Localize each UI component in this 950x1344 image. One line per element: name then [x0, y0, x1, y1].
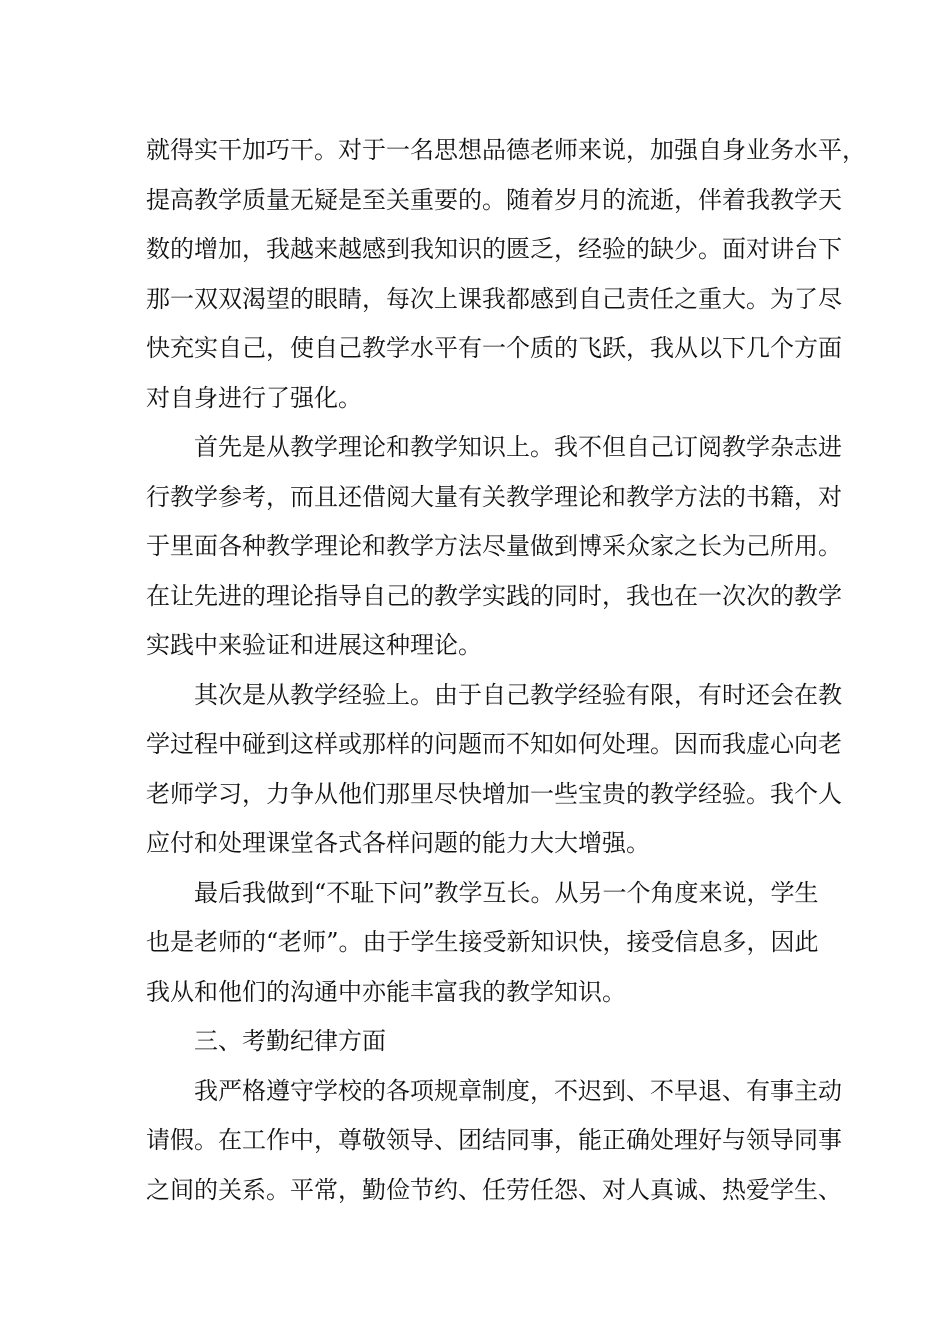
text-line: 就得实干加巧干。对于一名思想品德老师来说，加强自身业务水平， — [146, 136, 866, 164]
text-line: 请假。在工作中，尊敬领导、团结同事，能正确处理好与领导同事 — [146, 1126, 842, 1154]
text-line: 最后我做到“不耻下问”教学互长。从另一个角度来说，学生 — [194, 878, 819, 907]
text-line: 行教学参考，而且还借阅大量有关教学理论和教学方法的书籍，对 — [146, 482, 842, 511]
text-line: 首先是从教学理论和教学知识上。我不但自己订阅教学杂志进 — [194, 433, 842, 461]
text-line: 那一双双渴望的眼睛，每次上课我都感到自己责任之重大。为了尽 — [146, 284, 842, 313]
section-heading: 三、考勤纪律方面 — [194, 1027, 386, 1055]
text-line: 也是老师的“老师”。由于学生接受新知识快，接受信息多，因此 — [146, 928, 819, 956]
text-line: 其次是从教学经验上。由于自己教学经验有限，有时还会在教 — [194, 680, 842, 709]
paragraph — [146, 869, 819, 1018]
text-line: 实践中来验证和进展这种理论。 — [146, 631, 482, 659]
text-line: 提高教学质量无疑是至关重要的。随着岁月的流逝，伴着我教学天 — [146, 185, 842, 214]
text-line: 之间的关系。平常，勤俭节约、任劳任怨、对人真诚、热爱学生、 — [146, 1175, 842, 1204]
text-line: 对自身进行了强化。 — [146, 383, 362, 412]
text-line: 快充实自己，使自己教学水平有一个质的飞跃，我从以下几个方面 — [146, 334, 842, 362]
text-line: 我严格遵守学校的各项规章制度，不迟到、不早退、有事主动 — [194, 1076, 842, 1105]
paragraph — [146, 1067, 842, 1216]
paragraph — [146, 126, 866, 423]
text-line: 在让先进的理论指导自己的教学实践的同时，我也在一次次的教学 — [146, 581, 842, 610]
text-line: 应付和处理课堂各式各样问题的能力大大增强。 — [146, 829, 650, 857]
paragraph — [146, 423, 842, 671]
paragraph — [146, 671, 842, 869]
text-line: 老师学习，力争从他们那里尽快增加一些宝贵的教学经验。我个人 — [146, 779, 842, 808]
text-line: 学过程中碰到这样或那样的问题而不知如何处理。因而我虚心向老 — [146, 730, 842, 758]
text-line: 我从和他们的沟通中亦能丰富我的教学知识。 — [146, 977, 626, 1006]
text-line: 于里面各种教学理论和教学方法尽量做到博采众家之长为己所用。 — [146, 532, 842, 560]
text-line: 数的增加，我越来越感到我知识的匮乏，经验的缺少。面对讲台下 — [146, 235, 842, 263]
document-body — [146, 126, 866, 1215]
